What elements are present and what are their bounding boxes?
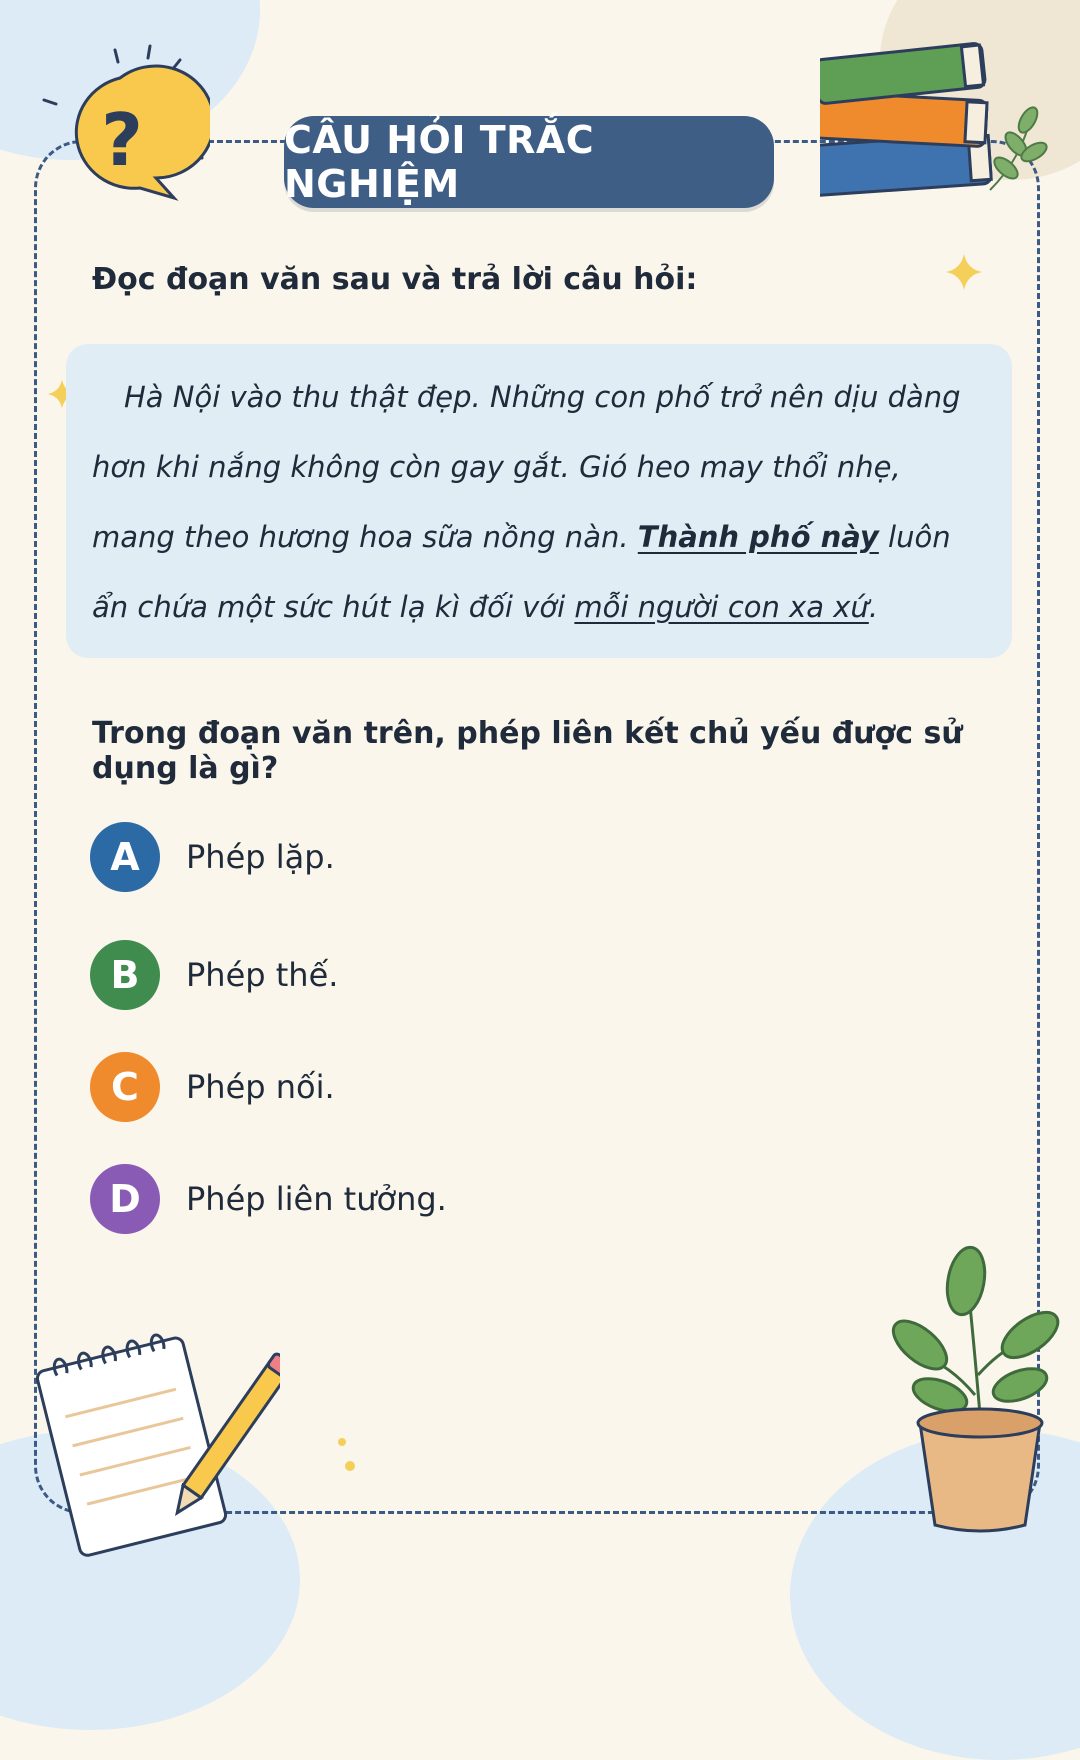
option-letter-badge: D — [90, 1164, 160, 1234]
page-title: CÂU HỎI TRẮC NGHIỆM — [284, 116, 774, 208]
passage-highlight: mỗi người con xa xứ — [574, 590, 869, 624]
reading-passage — [66, 344, 1012, 658]
books-icon — [820, 40, 1070, 220]
sparkle-icon — [332, 1436, 360, 1476]
option-b[interactable] — [90, 940, 890, 1010]
option-letter-badge: B — [90, 940, 160, 1010]
passage-part: . — [868, 590, 879, 624]
passage-part: luôn ẩn chứa một sức hút lạ kì đối với — [92, 520, 951, 624]
question-text: Trong đoạn văn trên, phép liên kết chủ yếu được sử dụng là gì? — [92, 716, 963, 786]
option-a[interactable] — [90, 822, 890, 892]
question-bubble-icon — [40, 40, 210, 210]
notebook-pencil-icon — [20, 1330, 280, 1570]
option-letter-badge: A — [90, 822, 160, 892]
option-letter-badge: C — [90, 1052, 160, 1122]
option-label: Phép nối. — [186, 1068, 335, 1106]
option-label: Phép liên tưởng. — [186, 1180, 447, 1218]
option-label: Phép thế. — [186, 956, 339, 994]
answer-options — [90, 822, 890, 1282]
passage-text — [92, 362, 984, 642]
instruction-text: Đọc đoạn văn sau và trả lời câu hỏi: — [92, 262, 698, 297]
potted-plant-icon — [880, 1245, 1080, 1545]
svg-text:?: ? — [101, 98, 143, 182]
option-label: Phép lặp. — [186, 838, 335, 876]
passage-part: Hà Nội vào thu thật đẹp. Những con phố trở nên dịu dàng hơn khi nắng không còn gay gắt. Gió heo may thổi nhẹ, mang theo hương hoa sữa nồng nàn. — [92, 380, 961, 554]
option-c[interactable] — [90, 1052, 890, 1122]
option-d[interactable] — [90, 1164, 890, 1234]
passage-highlight: Thành phố này — [637, 520, 879, 554]
